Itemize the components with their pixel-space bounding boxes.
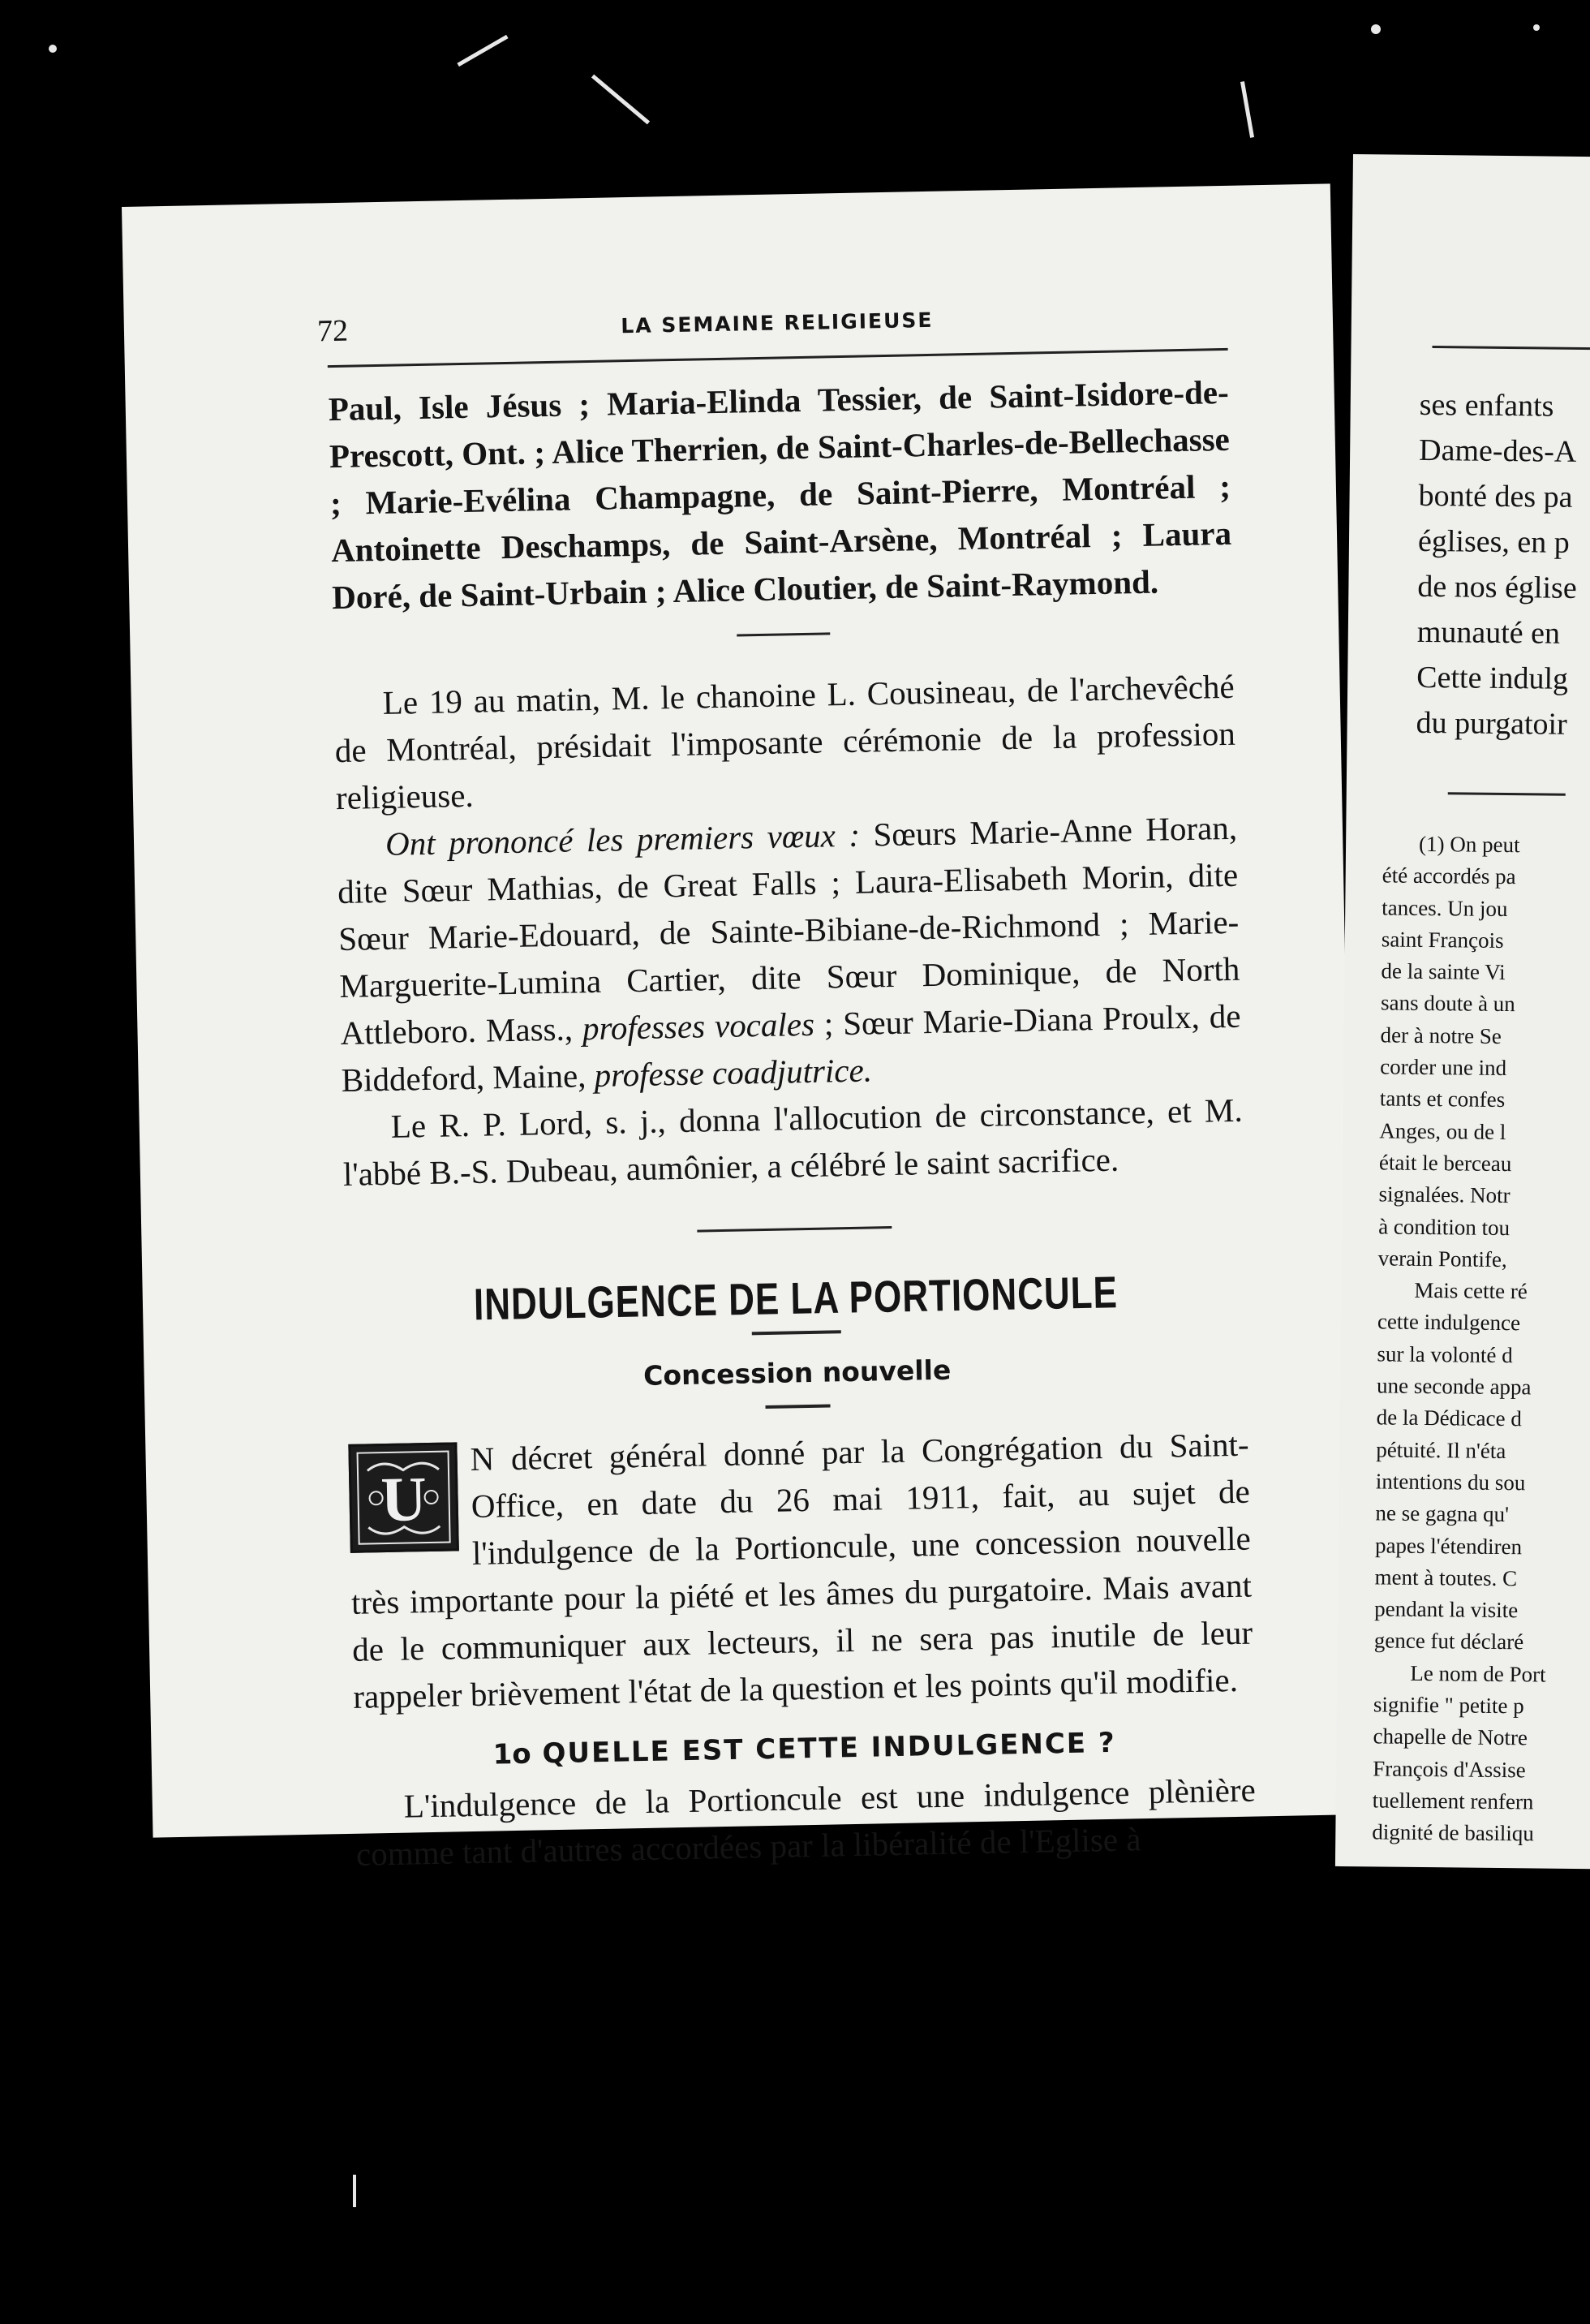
footnote-line: saint François xyxy=(1381,927,1504,953)
right-body-line: églises, en p xyxy=(1417,523,1571,560)
vows-text-a: Sœurs Marie-Anne Horan, dite Sœur Mathias, de Great Falls ; Laura-Elisabeth Morin, dite Sœur Marie-Edouard, de Sainte-Bibiane-de-Richmond ; Marie-Marguerite-Lumina Cartier, dite Sœur Dominique, de North Attleboro. Mass., xyxy=(337,808,1240,1052)
film-speck xyxy=(353,2175,356,2207)
right-page-body xyxy=(1416,382,1579,747)
footnote-line: intentions du sou xyxy=(1375,1469,1526,1496)
dropcap-letter: U xyxy=(380,1463,428,1535)
separator-rule xyxy=(737,632,830,636)
footnote-line: tuellement renfern xyxy=(1372,1788,1534,1814)
footnote-line: ment à toutes. C xyxy=(1374,1564,1518,1591)
footnote-line: pétuité. Il n'éta xyxy=(1376,1437,1506,1463)
footnote-line: der à notre Se xyxy=(1380,1022,1502,1048)
footnote-line: tants et confes xyxy=(1379,1086,1506,1113)
paragraph-allocution: Le R. P. Lord, s. j., donna l'allocution de circonstance, et M. l'abbé B.-S. Dubeau, aumônier, a célébré le saint sacrifice. xyxy=(342,1091,1244,1193)
footnote-line: cette indulgence xyxy=(1377,1309,1521,1336)
footnote-line: Mais cette ré xyxy=(1414,1278,1528,1304)
footnote-line: de la sainte Vi xyxy=(1381,958,1506,985)
footnote-line: signifie " petite p xyxy=(1373,1692,1524,1719)
footnote-line: sans doute à un xyxy=(1380,990,1515,1017)
running-title: LA SEMAINE RELIGIEUSE xyxy=(621,308,934,338)
footnote-line: tances. Un jou xyxy=(1382,895,1508,921)
section-title: INDULGENCE DE LA PORTIONCULE xyxy=(473,1267,1119,1330)
title-underline xyxy=(752,1330,841,1335)
footnote-line: dignité de basiliqu xyxy=(1372,1819,1534,1846)
footnote-line: Le nom de Port xyxy=(1410,1660,1546,1687)
film-speck xyxy=(591,75,650,125)
subtitle-underline xyxy=(766,1405,831,1409)
footnote-line: était le berceau xyxy=(1378,1150,1512,1177)
left-page-content xyxy=(316,291,1257,1878)
footnote-line: été accordés pa xyxy=(1382,863,1516,889)
footnote-line: François d'Assise xyxy=(1373,1755,1526,1782)
film-speck xyxy=(49,45,57,53)
page-number: 72 xyxy=(316,313,349,349)
footnote-separator xyxy=(1448,792,1566,796)
paragraph-names-list: Paul, Isle Jésus ; Maria-Elinda Tessier, de Saint-Isidore-de-Prescott, Ont. ; Alice Therrien, de Saint-Charles-de-Bellechasse ; Marie-Evélina Champagne, de Saint-Pierre, Montréal ; Antoinette Deschamps, de Saint-Arsène, Montréal ; Laura Doré, de Saint-Urbain ; Alice Cloutier, de Saint-Raymond. xyxy=(328,372,1232,617)
right-page-footnotes xyxy=(1372,828,1554,1850)
footnote-line: pendant la visite xyxy=(1374,1596,1519,1623)
decree-text: N décret général donné par la Congrégation du Saint-Office, en date du 26 mai 1911, fait, au sujet de l'indulgence de la Portioncule, une concession nouvelle très importante pour la piété et les âmes du purgatoire. Mais avant de le communiquer aux lecteurs, il ne sera pas inutile de leur rappeler brièvement l'état de la question et les points qu'il modifie. xyxy=(350,1425,1253,1715)
right-page xyxy=(1335,154,1590,1870)
right-running-rule xyxy=(1433,346,1590,351)
left-page xyxy=(122,183,1361,1873)
footnote-line: ne se gagna qu' xyxy=(1375,1500,1510,1527)
vows-italic-end: professe coadjutrice. xyxy=(594,1051,873,1095)
question-heading xyxy=(354,1724,1255,1774)
footnote-line: papes l'étendiren xyxy=(1374,1532,1523,1559)
paragraph-vows xyxy=(337,804,1242,1104)
right-body-line: de nos église xyxy=(1417,569,1577,605)
right-body-line: Dame-des-A xyxy=(1418,433,1577,469)
right-body-line: Cette indulg xyxy=(1416,660,1569,696)
footnote-line: une seconde appa xyxy=(1376,1373,1532,1400)
footnote-line: verain Pontife, xyxy=(1377,1246,1507,1272)
footnote-line: signalées. Notr xyxy=(1378,1181,1510,1208)
ornamental-dropcap xyxy=(348,1442,459,1553)
right-body-line: du purgatoir xyxy=(1416,705,1567,742)
question-number: 1o xyxy=(492,1737,532,1771)
running-head xyxy=(316,291,1227,368)
footnote-line: sur la volonté d xyxy=(1377,1341,1513,1367)
vows-lead-italic: Ont prononcé les premiers vœux : xyxy=(385,816,861,863)
dropcap-ornament-icon xyxy=(350,1444,456,1550)
film-speck xyxy=(1371,24,1381,34)
right-body-line: munauté en xyxy=(1416,614,1561,651)
question-text: QUELLE EST CETTE INDULGENCE ? xyxy=(542,1726,1116,1771)
vows-text-b: ; Sœur Marie-Diana Proulx, de Biddeford, Maine, xyxy=(341,996,1241,1099)
separator-rule-long xyxy=(697,1226,892,1233)
footnote-line: à condition tou xyxy=(1378,1213,1510,1240)
film-speck xyxy=(457,35,508,67)
right-body-line: ses enfants xyxy=(1419,387,1554,424)
footnote-line: (1) On peut xyxy=(1418,831,1520,858)
vows-italic-mid: professes vocales xyxy=(582,1005,815,1048)
film-speck xyxy=(1240,81,1254,138)
footnote-line: gence fut déclaré xyxy=(1373,1628,1524,1655)
footnote-line: Anges, ou de l xyxy=(1379,1118,1506,1144)
footnote-line: de la Dédicace d xyxy=(1376,1405,1522,1431)
right-body-line: bonté des pa xyxy=(1418,478,1573,514)
paragraph-decree xyxy=(348,1421,1253,1720)
film-speck xyxy=(1533,24,1540,31)
footnote-line: corder une ind xyxy=(1380,1054,1507,1081)
section-subtitle: Concession nouvelle xyxy=(642,1354,952,1392)
paragraph-indulgence: L'indulgence de la Portioncule est une indulgence plènière comme tant d'autres accordées par la libéralité de l'Eglise à xyxy=(355,1771,1257,1873)
footnote-line: chapelle de Notre xyxy=(1373,1724,1528,1750)
paragraph-ceremony: Le 19 au matin, M. le chanoine L. Cousineau, de l'archevêché de Montréal, présidait l'imposante cérémonie de la profession religieuse. xyxy=(334,667,1236,817)
